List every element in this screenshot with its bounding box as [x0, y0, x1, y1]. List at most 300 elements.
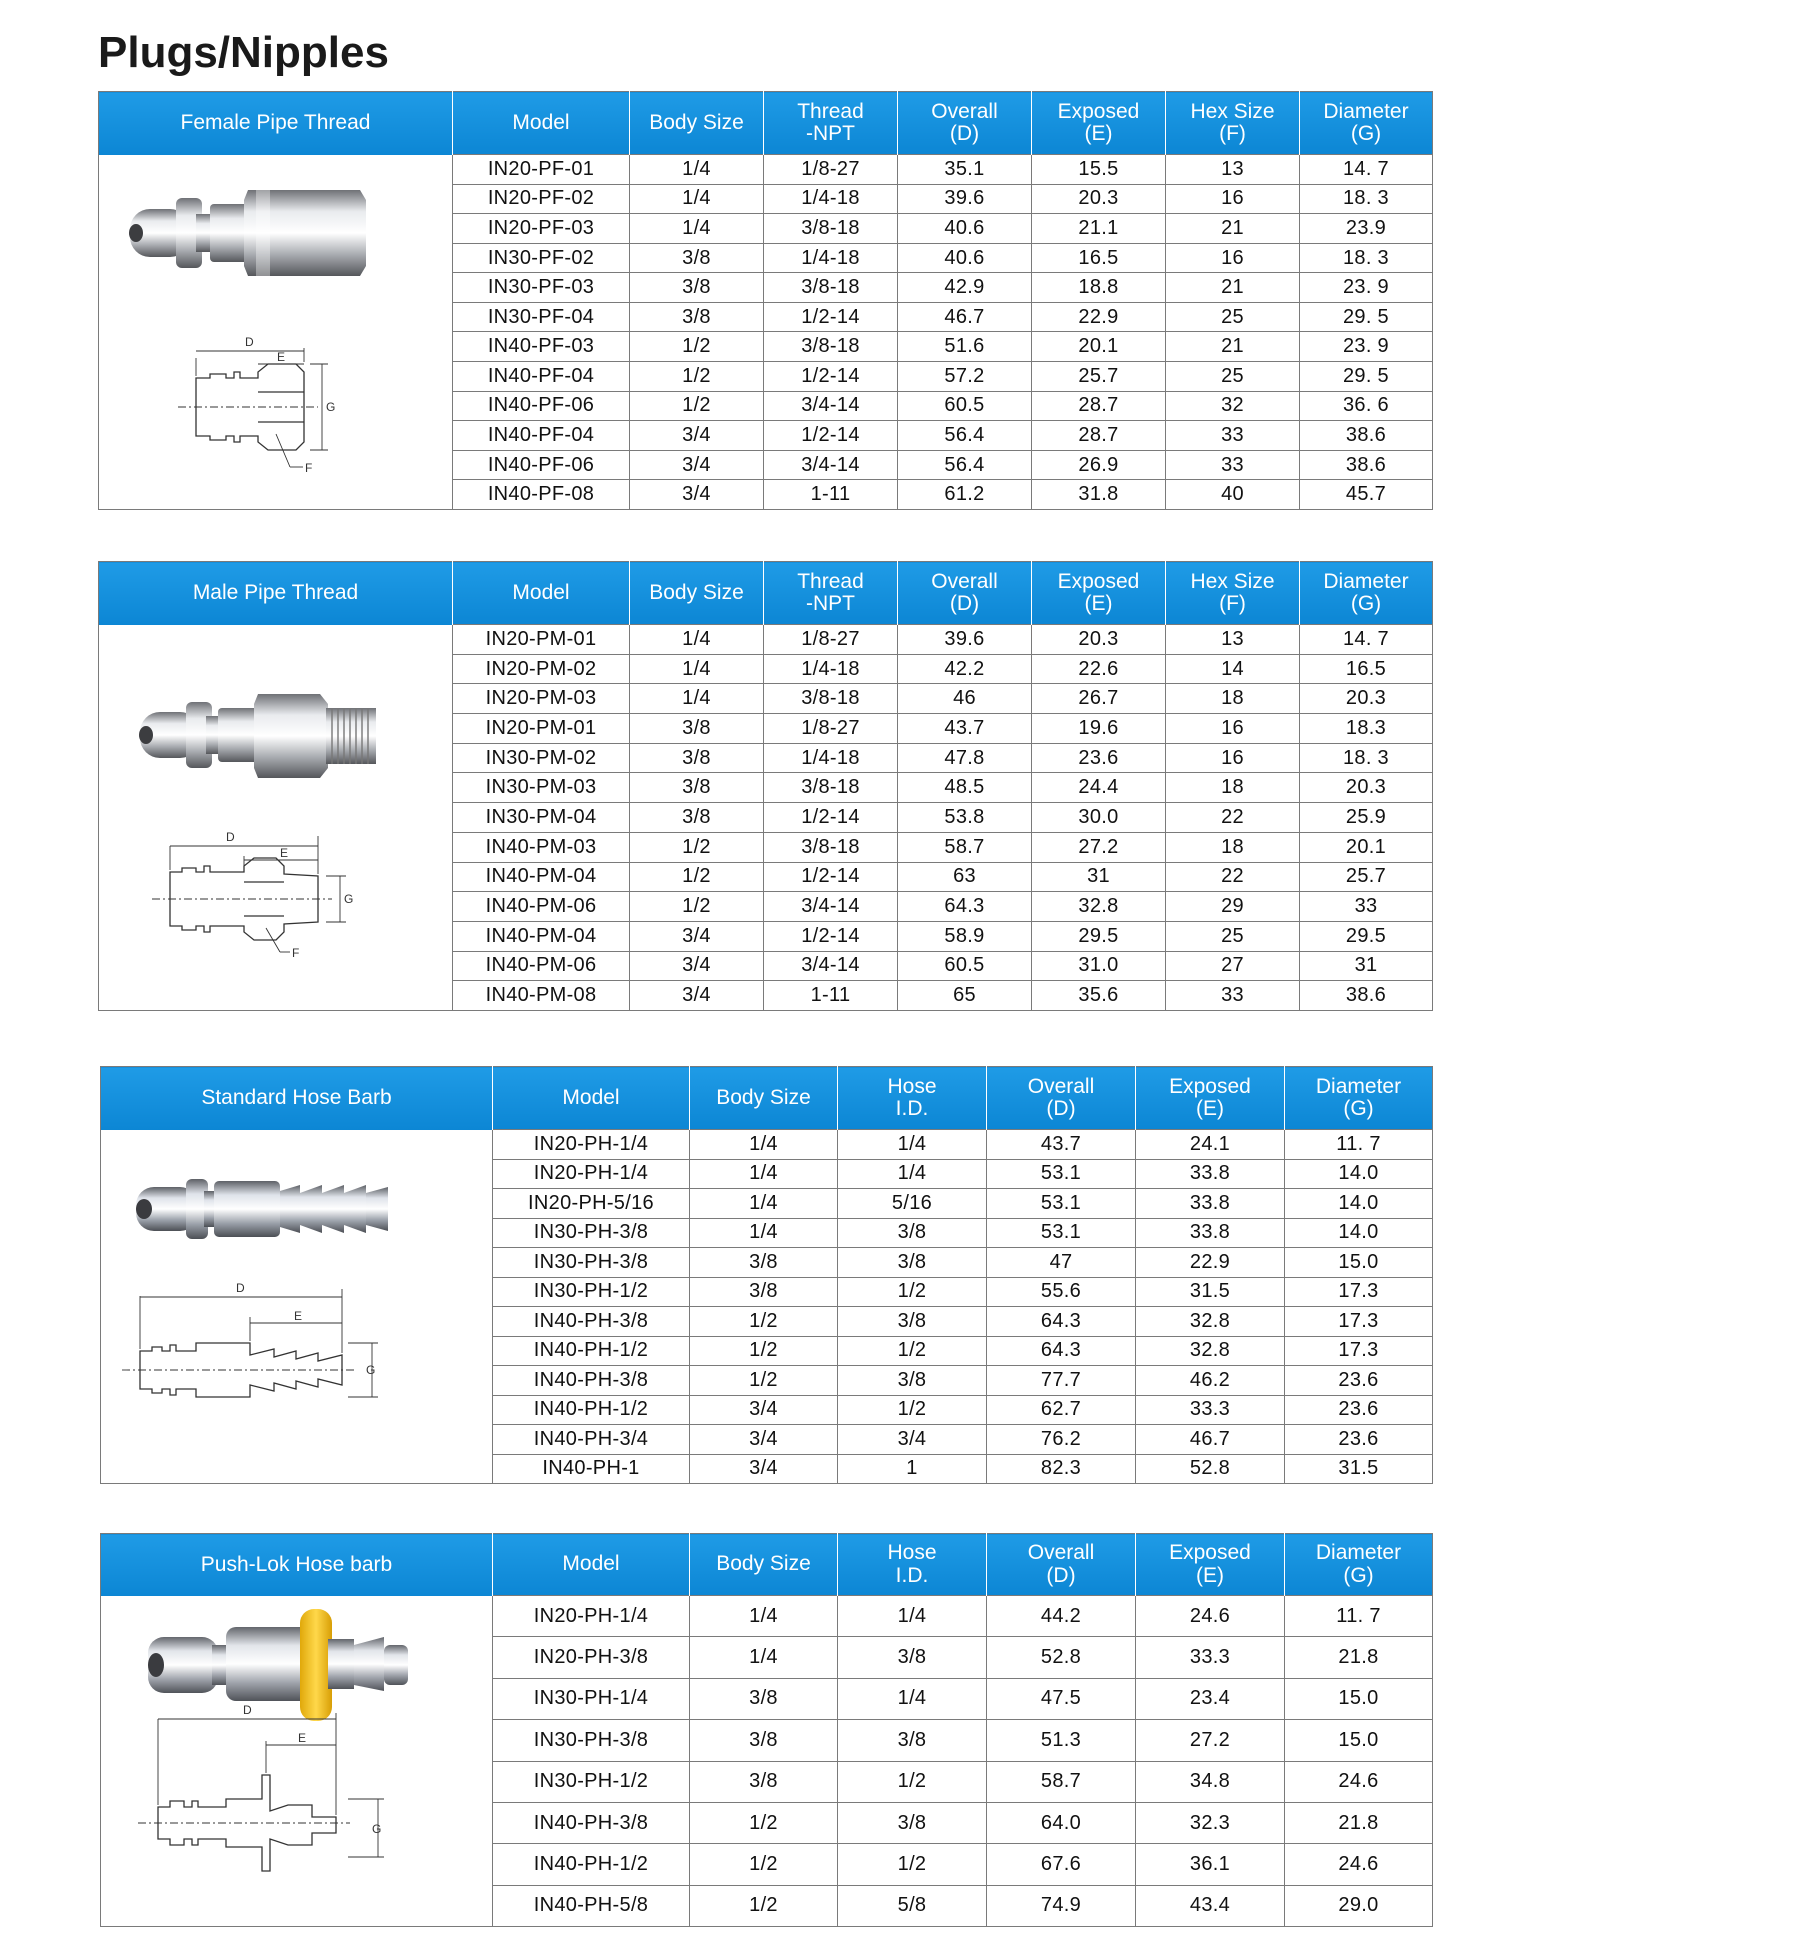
- table-cell: 26.9: [1032, 450, 1166, 480]
- table-cell: IN40-PH-3/8: [493, 1366, 690, 1396]
- male-plug-illustration: [98, 624, 452, 1011]
- table-cell: 3/4-14: [764, 391, 898, 421]
- table-cell: 74.9: [987, 1885, 1136, 1926]
- table-cell: 23.6: [1285, 1366, 1433, 1396]
- table-cell: 3/8: [838, 1307, 987, 1337]
- table-cell: 3/4: [690, 1454, 838, 1484]
- table-cell: IN30-PH-3/8: [493, 1248, 690, 1278]
- table-cell: 3/8-18: [764, 684, 898, 714]
- table-cell: 1/2: [838, 1761, 987, 1802]
- table-cell: 3/4: [630, 951, 764, 981]
- table-cell: 1/4-18: [764, 243, 898, 273]
- column-header: Overall (D): [898, 562, 1032, 625]
- column-header: Thread -NPT: [764, 562, 898, 625]
- push-lok-hose-barb-table: [100, 1533, 1432, 1927]
- table-cell: 1/2-14: [764, 421, 898, 451]
- table-cell: 1/2-14: [764, 921, 898, 951]
- table-cell: 3/8: [690, 1720, 838, 1761]
- table-cell: 62.7: [987, 1395, 1136, 1425]
- table-cell: IN40-PM-03: [453, 832, 630, 862]
- table-cell: 38.6: [1300, 981, 1433, 1011]
- page-title: Plugs/Nipples: [98, 28, 389, 77]
- column-header: Thread -NPT: [764, 92, 898, 155]
- table-cell: 3/4: [630, 450, 764, 480]
- table-cell: 1/2: [690, 1885, 838, 1926]
- table-cell: 20.3: [1300, 684, 1433, 714]
- table-cell: 28.7: [1032, 391, 1166, 421]
- table-cell: 1/4: [838, 1130, 987, 1160]
- table-cell: 1/4: [630, 684, 764, 714]
- table-cell: IN30-PM-02: [453, 743, 630, 773]
- table-cell: 35.1: [898, 155, 1032, 185]
- table-cell: 3/8: [838, 1637, 987, 1678]
- table-cell: 16: [1166, 743, 1300, 773]
- table-cell: 24.4: [1032, 773, 1166, 803]
- table-cell: 60.5: [898, 391, 1032, 421]
- table-cell: 11. 7: [1285, 1596, 1433, 1637]
- table-cell: 48.5: [898, 773, 1032, 803]
- column-header: Exposed (E): [1032, 562, 1166, 625]
- table-cell: 16: [1166, 184, 1300, 214]
- table-cell: IN40-PH-1/2: [493, 1336, 690, 1366]
- svg-text:E: E: [298, 1731, 307, 1745]
- table-cell: 1/2: [690, 1307, 838, 1337]
- table-cell: 22.6: [1032, 654, 1166, 684]
- table-cell: 22.9: [1032, 302, 1166, 332]
- table-cell: IN40-PM-06: [453, 892, 630, 922]
- column-header: Diameter (G): [1285, 1534, 1433, 1596]
- table-cell: 31: [1300, 951, 1433, 981]
- table-cell: 64.3: [898, 892, 1032, 922]
- table-cell: 58.9: [898, 921, 1032, 951]
- male-pipe-thread-table: [98, 561, 1432, 1011]
- table-cell: IN40-PF-06: [453, 391, 630, 421]
- table-cell: 22: [1166, 862, 1300, 892]
- table-cell: IN30-PF-02: [453, 243, 630, 273]
- table-cell: 3/8: [630, 803, 764, 833]
- table-cell: 14. 7: [1300, 155, 1433, 185]
- column-header: Hex Size (F): [1166, 92, 1300, 155]
- table-cell: 35.6: [1032, 981, 1166, 1011]
- column-header: Overall (D): [987, 1067, 1136, 1130]
- table-cell: IN30-PH-1/2: [493, 1761, 690, 1802]
- table-cell: 1/4: [690, 1596, 838, 1637]
- table-cell: 3/8: [630, 773, 764, 803]
- female-plug-photo: [129, 190, 366, 276]
- column-header: Overall (D): [898, 92, 1032, 155]
- table-cell: 36.1: [1136, 1844, 1285, 1885]
- table-cell: 18. 3: [1300, 243, 1433, 273]
- table-cell: 1/2: [838, 1277, 987, 1307]
- table-cell: 3/4-14: [764, 892, 898, 922]
- table-cell: 23. 9: [1300, 273, 1433, 303]
- table-cell: 3/8: [838, 1366, 987, 1396]
- table-cell: 14: [1166, 654, 1300, 684]
- table-cell: 18: [1166, 832, 1300, 862]
- table-cell: 18.3: [1300, 714, 1433, 744]
- table-cell: 53.1: [987, 1218, 1136, 1248]
- table-cell: 39.6: [898, 625, 1032, 655]
- svg-text:E: E: [294, 1309, 303, 1323]
- table-cell: 3/8: [690, 1248, 838, 1278]
- table-cell: 32.8: [1136, 1307, 1285, 1337]
- table-cell: IN20-PH-1/4: [493, 1130, 690, 1160]
- table-cell: 1/8-27: [764, 714, 898, 744]
- table-cell: IN20-PF-02: [453, 184, 630, 214]
- table-cell: 31.8: [1032, 480, 1166, 510]
- table-cell: 21: [1166, 214, 1300, 244]
- table-cell: IN40-PF-03: [453, 332, 630, 362]
- svg-text:D: D: [236, 1281, 245, 1295]
- table-cell: 28.7: [1032, 421, 1166, 451]
- table-cell: IN40-PF-04: [453, 421, 630, 451]
- table-cell: IN30-PH-3/8: [493, 1218, 690, 1248]
- table-cell: 3/4: [838, 1425, 987, 1455]
- table-cell: 5/8: [838, 1885, 987, 1926]
- table-cell: 24.6: [1136, 1596, 1285, 1637]
- column-header: Model: [453, 92, 630, 155]
- table-cell: 23.4: [1136, 1678, 1285, 1719]
- column-header: Exposed (E): [1136, 1534, 1285, 1596]
- table-cell: 18: [1166, 684, 1300, 714]
- table-cell: IN30-PM-04: [453, 803, 630, 833]
- table-cell: 3/4: [690, 1425, 838, 1455]
- table-cell: 31.5: [1136, 1277, 1285, 1307]
- table-cell: 33: [1166, 421, 1300, 451]
- column-header: Model: [453, 562, 630, 625]
- male-plug-photo: [139, 694, 376, 778]
- table-cell: 77.7: [987, 1366, 1136, 1396]
- table-cell: 56.4: [898, 450, 1032, 480]
- table-cell: IN20-PH-1/4: [493, 1596, 690, 1637]
- table-cell: 3/4: [630, 421, 764, 451]
- section-label: Male Pipe Thread: [99, 562, 453, 625]
- table-cell: IN40-PH-3/8: [493, 1307, 690, 1337]
- table-cell: 1/4: [630, 214, 764, 244]
- table-cell: 16: [1166, 243, 1300, 273]
- table-cell: 45.7: [1300, 480, 1433, 510]
- female-pipe-thread-table: [98, 91, 1432, 510]
- table-cell: 1/4: [838, 1159, 987, 1189]
- table-cell: 53.8: [898, 803, 1032, 833]
- table-cell: 1/8-27: [764, 155, 898, 185]
- svg-text:F: F: [292, 946, 300, 960]
- table-cell: 1/4: [630, 625, 764, 655]
- table-cell: 46.7: [1136, 1425, 1285, 1455]
- table-cell: 1/2: [690, 1802, 838, 1843]
- column-header: Body Size: [630, 92, 764, 155]
- table-cell: 25.9: [1300, 803, 1433, 833]
- table-cell: 34.8: [1136, 1761, 1285, 1802]
- table-cell: 1/2-14: [764, 803, 898, 833]
- table-cell: IN40-PF-08: [453, 480, 630, 510]
- table-cell: 1/4-18: [764, 743, 898, 773]
- table-cell: 40.6: [898, 243, 1032, 273]
- column-header: Model: [493, 1534, 690, 1596]
- column-header: Hose I.D.: [838, 1067, 987, 1130]
- table-cell: 21.8: [1285, 1637, 1433, 1678]
- table-cell: 36. 6: [1300, 391, 1433, 421]
- column-header: Exposed (E): [1032, 92, 1166, 155]
- table-cell: 1/4: [838, 1678, 987, 1719]
- table-cell: 3/8: [838, 1248, 987, 1278]
- table-cell: IN30-PH-1/4: [493, 1678, 690, 1719]
- standard-hose-barb-table: [100, 1066, 1432, 1484]
- table-cell: 64.3: [987, 1307, 1136, 1337]
- table-cell: IN20-PH-1/4: [493, 1159, 690, 1189]
- table-cell: 3/8-18: [764, 773, 898, 803]
- table-cell: 30.0: [1032, 803, 1166, 833]
- table-cell: 33: [1300, 892, 1433, 922]
- table-cell: IN40-PH-1: [493, 1454, 690, 1484]
- table-cell: 17.3: [1285, 1336, 1433, 1366]
- table-cell: 32.8: [1136, 1336, 1285, 1366]
- table-cell: 20.3: [1032, 625, 1166, 655]
- table-cell: 63: [898, 862, 1032, 892]
- table-cell: 56.4: [898, 421, 1032, 451]
- table-cell: 33.8: [1136, 1218, 1285, 1248]
- standard-barb-drawing: [122, 1281, 378, 1397]
- table-cell: IN30-PM-03: [453, 773, 630, 803]
- table-cell: 38.6: [1300, 450, 1433, 480]
- table-cell: 15.0: [1285, 1720, 1433, 1761]
- table-cell: 47.5: [987, 1678, 1136, 1719]
- table-cell: 21.8: [1285, 1802, 1433, 1843]
- table-cell: 38.6: [1300, 421, 1433, 451]
- table-cell: 55.6: [987, 1277, 1136, 1307]
- table-cell: 3/8: [690, 1761, 838, 1802]
- table-cell: 40.6: [898, 214, 1032, 244]
- section-label: Push-Lok Hose barb: [101, 1534, 493, 1596]
- table-cell: 57.2: [898, 362, 1032, 392]
- table-cell: 82.3: [987, 1454, 1136, 1484]
- table-cell: 42.2: [898, 654, 1032, 684]
- table-cell: 21.1: [1032, 214, 1166, 244]
- table-cell: 31: [1032, 862, 1166, 892]
- table-cell: 24.1: [1136, 1130, 1285, 1160]
- table-cell: 43.7: [987, 1130, 1136, 1160]
- table-cell: 1/2: [630, 332, 764, 362]
- table-cell: 1/4: [690, 1189, 838, 1219]
- table-cell: 22.9: [1136, 1248, 1285, 1278]
- table-cell: 21: [1166, 273, 1300, 303]
- table-cell: 3/4-14: [764, 951, 898, 981]
- table-cell: IN30-PH-3/8: [493, 1720, 690, 1761]
- table-cell: 23. 9: [1300, 332, 1433, 362]
- table-cell: 18: [1166, 773, 1300, 803]
- table-cell: 1/2: [630, 862, 764, 892]
- table-cell: 51.3: [987, 1720, 1136, 1761]
- table-cell: 3/8: [690, 1277, 838, 1307]
- column-header: Hose I.D.: [838, 1534, 987, 1596]
- table-cell: 15.5: [1032, 155, 1166, 185]
- table-cell: IN20-PM-02: [453, 654, 630, 684]
- table-cell: 1/2: [690, 1844, 838, 1885]
- svg-text:G: G: [372, 1822, 382, 1836]
- table-cell: 27: [1166, 951, 1300, 981]
- table-cell: 1-11: [764, 981, 898, 1011]
- table-cell: 3/8: [690, 1678, 838, 1719]
- table-cell: 3/8: [630, 273, 764, 303]
- table-cell: 23.6: [1285, 1395, 1433, 1425]
- section-label: Standard Hose Barb: [101, 1067, 493, 1130]
- table-cell: IN40-PH-1/2: [493, 1844, 690, 1885]
- table-cell: 3/8: [630, 302, 764, 332]
- table-cell: 18.8: [1032, 273, 1166, 303]
- table-cell: 29: [1166, 892, 1300, 922]
- column-header: Model: [493, 1067, 690, 1130]
- table-cell: 32: [1166, 391, 1300, 421]
- svg-text:D: D: [243, 1703, 252, 1717]
- table-cell: 25: [1166, 921, 1300, 951]
- push-lok-drawing: [138, 1703, 384, 1871]
- table-cell: 32.3: [1136, 1802, 1285, 1843]
- table-cell: 23.9: [1300, 214, 1433, 244]
- table-cell: 18. 3: [1300, 184, 1433, 214]
- table-cell: 3/8-18: [764, 273, 898, 303]
- table-cell: 3/8: [630, 243, 764, 273]
- table-cell: 23.6: [1285, 1425, 1433, 1455]
- table-cell: 25.7: [1032, 362, 1166, 392]
- table-cell: IN40-PM-04: [453, 921, 630, 951]
- table-cell: 46.2: [1136, 1366, 1285, 1396]
- table-cell: 46: [898, 684, 1032, 714]
- table-cell: 15.0: [1285, 1248, 1433, 1278]
- table-cell: 52.8: [1136, 1454, 1285, 1484]
- table-cell: 29. 5: [1300, 362, 1433, 392]
- table-cell: 1/4: [630, 184, 764, 214]
- table-cell: 1/4: [838, 1596, 987, 1637]
- section-label: Female Pipe Thread: [99, 92, 453, 155]
- table-cell: 31.5: [1285, 1454, 1433, 1484]
- standard-barb-photo: [136, 1179, 388, 1239]
- table-cell: 3/8-18: [764, 832, 898, 862]
- table-cell: 33: [1166, 450, 1300, 480]
- table-cell: 1/2: [690, 1366, 838, 1396]
- table-cell: 42.9: [898, 273, 1032, 303]
- table-cell: 3/8: [630, 714, 764, 744]
- table-cell: 67.6: [987, 1844, 1136, 1885]
- svg-text:G: G: [344, 892, 354, 906]
- table-cell: IN40-PF-06: [453, 450, 630, 480]
- svg-text:G: G: [366, 1363, 376, 1377]
- table-cell: IN20-PF-03: [453, 214, 630, 244]
- table-cell: 3/8-18: [764, 214, 898, 244]
- table-cell: 3/8: [630, 743, 764, 773]
- male-plug-drawing: [152, 830, 353, 960]
- table-cell: 47.8: [898, 743, 1032, 773]
- table-cell: 1/4: [690, 1218, 838, 1248]
- table-cell: 3/4: [630, 921, 764, 951]
- push-lok-photo: [148, 1609, 408, 1721]
- table-cell: 3/8: [838, 1802, 987, 1843]
- table-cell: 32.8: [1032, 892, 1166, 922]
- column-header: Hex Size (F): [1166, 562, 1300, 625]
- table-cell: 5/16: [838, 1189, 987, 1219]
- table-cell: IN20-PH-5/16: [493, 1189, 690, 1219]
- table-cell: 16.5: [1300, 654, 1433, 684]
- table-cell: 25: [1166, 362, 1300, 392]
- table-cell: 1/2: [630, 892, 764, 922]
- table-cell: IN20-PM-01: [453, 625, 630, 655]
- table-cell: 33: [1166, 981, 1300, 1011]
- table-cell: 58.7: [987, 1761, 1136, 1802]
- table-cell: 29.5: [1032, 921, 1166, 951]
- table-cell: 20.3: [1300, 773, 1433, 803]
- table-cell: 1-11: [764, 480, 898, 510]
- table-cell: 61.2: [898, 480, 1032, 510]
- table-cell: 60.5: [898, 951, 1032, 981]
- table-cell: 64.3: [987, 1336, 1136, 1366]
- table-cell: 20.1: [1032, 332, 1166, 362]
- column-header: Body Size: [630, 562, 764, 625]
- table-cell: IN40-PH-1/2: [493, 1395, 690, 1425]
- table-cell: 1/2: [630, 362, 764, 392]
- table-cell: 76.2: [987, 1425, 1136, 1455]
- table-cell: 47: [987, 1248, 1136, 1278]
- column-header: Exposed (E): [1136, 1067, 1285, 1130]
- table-cell: 1/4: [630, 654, 764, 684]
- table-cell: 33.3: [1136, 1637, 1285, 1678]
- table-cell: 27.2: [1136, 1720, 1285, 1761]
- table-cell: 19.6: [1032, 714, 1166, 744]
- column-header: Diameter (G): [1300, 92, 1433, 155]
- table-cell: 1/2-14: [764, 862, 898, 892]
- table-cell: 65: [898, 981, 1032, 1011]
- table-cell: 21: [1166, 332, 1300, 362]
- table-cell: 18. 3: [1300, 743, 1433, 773]
- table-cell: 13: [1166, 155, 1300, 185]
- table-cell: 3/8: [838, 1218, 987, 1248]
- table-cell: IN40-PM-08: [453, 981, 630, 1011]
- table-cell: 64.0: [987, 1802, 1136, 1843]
- table-cell: 16: [1166, 714, 1300, 744]
- table-cell: IN20-PM-03: [453, 684, 630, 714]
- table-cell: 23.6: [1032, 743, 1166, 773]
- table-cell: IN20-PF-01: [453, 155, 630, 185]
- table-cell: 11. 7: [1285, 1130, 1433, 1160]
- table-cell: 58.7: [898, 832, 1032, 862]
- table-cell: 17.3: [1285, 1307, 1433, 1337]
- table-cell: 14.0: [1285, 1159, 1433, 1189]
- table-cell: 43.7: [898, 714, 1032, 744]
- svg-text:D: D: [226, 830, 235, 844]
- table-cell: 3/4: [630, 480, 764, 510]
- table-cell: 33.8: [1136, 1189, 1285, 1219]
- table-cell: IN30-PH-1/2: [493, 1277, 690, 1307]
- column-header: Diameter (G): [1285, 1067, 1433, 1130]
- table-cell: 20.1: [1300, 832, 1433, 862]
- table-cell: 24.6: [1285, 1844, 1433, 1885]
- standard-barb-illustration: [100, 1129, 492, 1484]
- table-cell: 3/8-18: [764, 332, 898, 362]
- table-cell: IN30-PF-04: [453, 302, 630, 332]
- table-cell: 14.0: [1285, 1218, 1433, 1248]
- table-cell: 29.5: [1300, 921, 1433, 951]
- female-plug-illustration: [98, 154, 452, 510]
- female-plug-drawing: [178, 335, 335, 475]
- table-cell: 31.0: [1032, 951, 1166, 981]
- table-cell: 16.5: [1032, 243, 1166, 273]
- table-cell: 1/2: [630, 391, 764, 421]
- table-cell: 1/2: [838, 1395, 987, 1425]
- table-cell: 25: [1166, 302, 1300, 332]
- table-cell: IN30-PF-03: [453, 273, 630, 303]
- table-cell: 43.4: [1136, 1885, 1285, 1926]
- table-cell: IN20-PH-3/8: [493, 1637, 690, 1678]
- svg-text:G: G: [326, 400, 336, 414]
- table-cell: 1/4-18: [764, 654, 898, 684]
